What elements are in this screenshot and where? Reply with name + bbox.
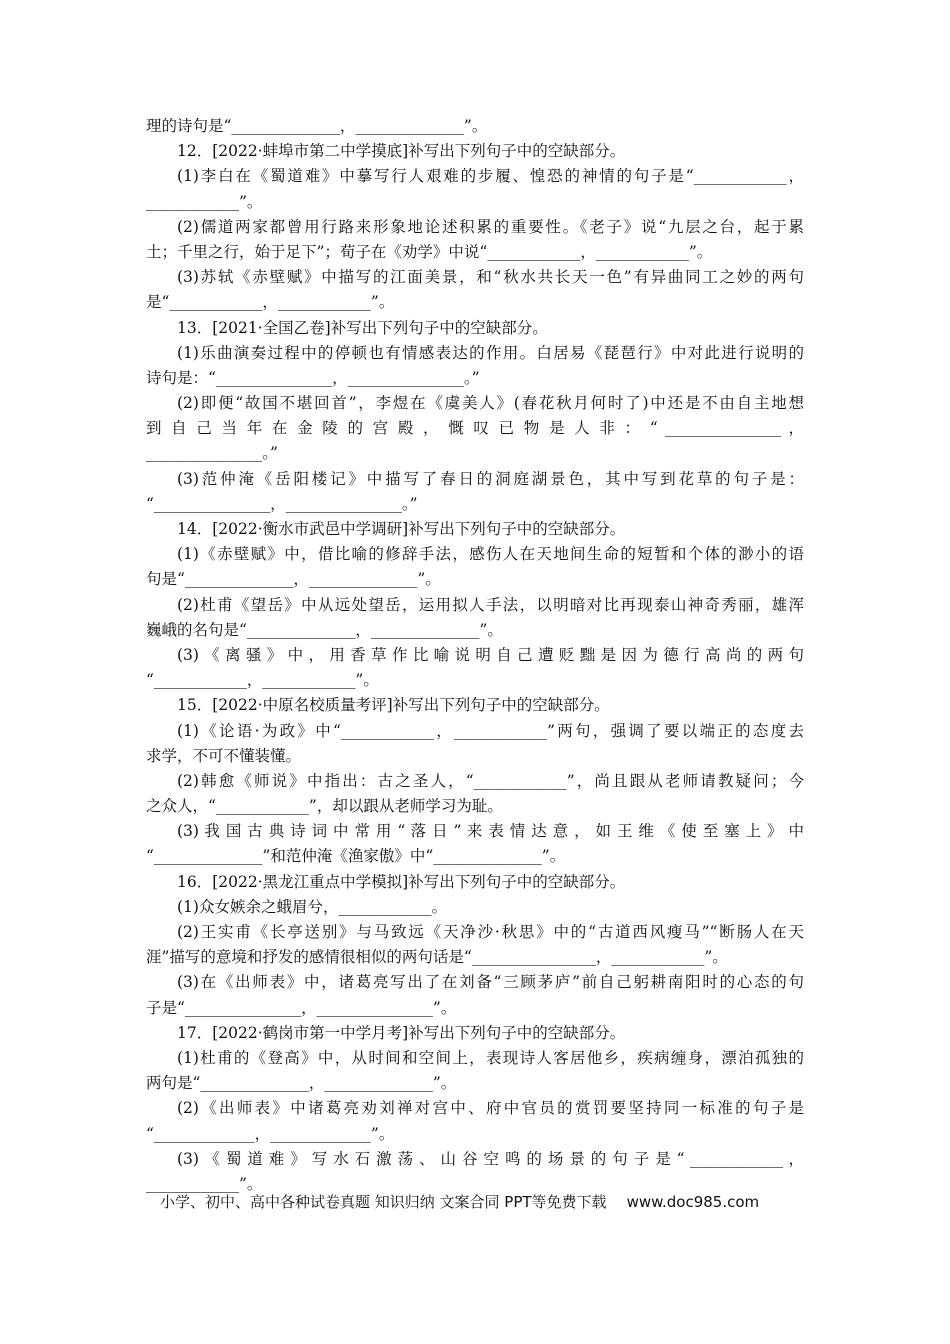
text-line: (2)王实甫《长亭送别》与马致远《天净沙·秋思》中的“古道西风瘦马”“断肠人在天 xyxy=(177,923,804,941)
text-line: 17．[2022·鹤岗市第一中学月考]补写出下列句子中的空缺部分。 xyxy=(177,1023,626,1042)
text-line: 是“____________，____________”。 xyxy=(146,293,395,312)
footer-text: 小学、初中、高中各种试卷真题 知识归纳 文案合同 PPT等免费下载 xyxy=(160,1193,607,1211)
text-line: (3) 《 离 骚 》 中 ， 用 香 草 作 比 喻 说 明 自 己 遭 贬 黜 是 因 为 德 行 高 尚 的 两 句 xyxy=(177,645,804,664)
text-line: (3)范仲淹《岳阳楼记》中描写了春日的洞庭湖景色，其中写到花草的句子是： xyxy=(177,469,804,488)
text-line: 巍峨的名句是“______________，______________”。 xyxy=(146,620,503,639)
text-line: (1)李白在《蜀道难》中摹写行人艰难的步履、惶恐的神情的句子是“____________， xyxy=(177,167,804,186)
text-line: (1)《赤壁赋》中，借比喻的修辞手法，感伤人在天地间生命的短暂和个体的渺小的语 xyxy=(177,545,804,564)
text-line: 15．[2022·中原名校质量考评]补写出下列句子中的空缺部分。 xyxy=(177,696,610,715)
text-line: 理的诗句是“______________，______________”。 xyxy=(146,117,488,135)
text-line: 土；千里之行，始于足下”；荀子在《劝学》中说“____________，____________”。 xyxy=(146,242,713,261)
text-line: “______________”和范仲淹《渔家傲》中“______________”。 xyxy=(146,847,566,866)
text-line: (3)在《出师表》中，诸葛亮写出了在刘备“三顾茅庐”前自己躬耕南阳时的心态的句 xyxy=(177,973,804,992)
text-line: _______________。” xyxy=(146,444,278,463)
text-line: (3)苏轼《赤壁赋》中描写的江面美景，和“秋水共长天一色”有异曲同工之妙的两句 xyxy=(177,268,804,287)
page-footer xyxy=(160,1190,800,1214)
text-line: 到 自 己 当 年 在 金 陵 的 宫 殿 ， 慨 叹 已 物 是 人 非 ： “ _______________ ， xyxy=(146,419,804,438)
text-line: 16．[2022·黑龙江重点中学模拟]补写出下列句子中的空缺部分。 xyxy=(177,872,626,891)
text-line: 涯”描写的意境和抒发的感情很相似的两句话是“________________，____________”。 xyxy=(146,948,728,967)
text-line: (2)即便“故国不堪回首”，李煜在《虞美人》(春花秋月何时了)中还是不由自主地想 xyxy=(177,394,804,413)
text-line: “_____________，_____________”。 xyxy=(146,1124,395,1143)
text-line: (2)韩愈《师说》中指出：古之圣人，“____________”，尚且跟从老师请教疑问；今 xyxy=(177,771,804,790)
text-line: (2)杜甫《望岳》中从远处望岳，运用拟人手法，以明暗对比再现泰山神奇秀丽，雄浑 xyxy=(177,595,804,614)
text-line: 诗句是：“_______________，_______________。” xyxy=(146,368,480,387)
text-line: ____________”。 xyxy=(146,1174,263,1193)
text-line: 14．[2022·衡水市武邑中学调研]补写出下列句子中的空缺部分。 xyxy=(177,520,626,538)
text-line: (3) 《 蜀 道 难 》 写 水 石 激 荡 、 山 谷 空 鸣 的 场 景 的 句 子 是 “ ____________ ， xyxy=(177,1149,804,1168)
exercise-text xyxy=(146,114,804,1197)
text-line: (2)《出师表》中诸葛亮劝刘禅对宫中、府中官员的赏罚要坚持同一标准的句子是 xyxy=(177,1099,804,1118)
text-line: 12．[2022·蚌埠市第二中学摸底]补写出下列句子中的空缺部分。 xyxy=(177,142,626,161)
text-line: (3) 我 国 古 典 诗 词 中 常 用 “ 落 日 ” 来 表 情 达 意 ， 如 王 维 《 使 至 塞 上 》 中 xyxy=(177,822,804,841)
text-line: 两句是“______________，______________”。 xyxy=(146,1074,457,1093)
text-line: “_______________，_______________。” xyxy=(146,494,418,513)
text-line: 13．[2021·全国乙卷]补写出下列句子中的空缺部分。 xyxy=(177,318,548,337)
text-line: ____________”。 xyxy=(146,192,263,211)
text-line: 句是“______________，______________”。 xyxy=(146,570,441,589)
text-line: (1)乐曲演奏过程中的停顿也有情感表达的作用。白居易《琵琶行》中对此进行说明的 xyxy=(177,343,804,362)
text-line: (2)儒道两家都曾用行路来形象地论述积累的重要性。《老子》说“九层之台，起于累 xyxy=(177,217,804,236)
text-line: 子是“_______________，_______________”。 xyxy=(146,998,457,1017)
text-line: (1)杜甫的《登高》中，从时间和空间上，表现诗人客居他乡，疾病缠身，漂泊孤独的 xyxy=(177,1048,804,1067)
text-line: 之众人，“____________”，却以跟从老师学习为耻。 xyxy=(146,797,503,816)
text-line: “____________，____________”。 xyxy=(146,671,379,690)
text-line: (1)众女嫉余之蛾眉兮，____________。 xyxy=(177,897,447,916)
text-line: (1)《论语·为政》中“____________，____________”两句，强调了要以端正的态度去 xyxy=(177,721,804,740)
text-line: 求学，不可不懂装懂。 xyxy=(146,746,302,765)
footer-url[interactable]: www.doc985.com xyxy=(626,1193,760,1211)
